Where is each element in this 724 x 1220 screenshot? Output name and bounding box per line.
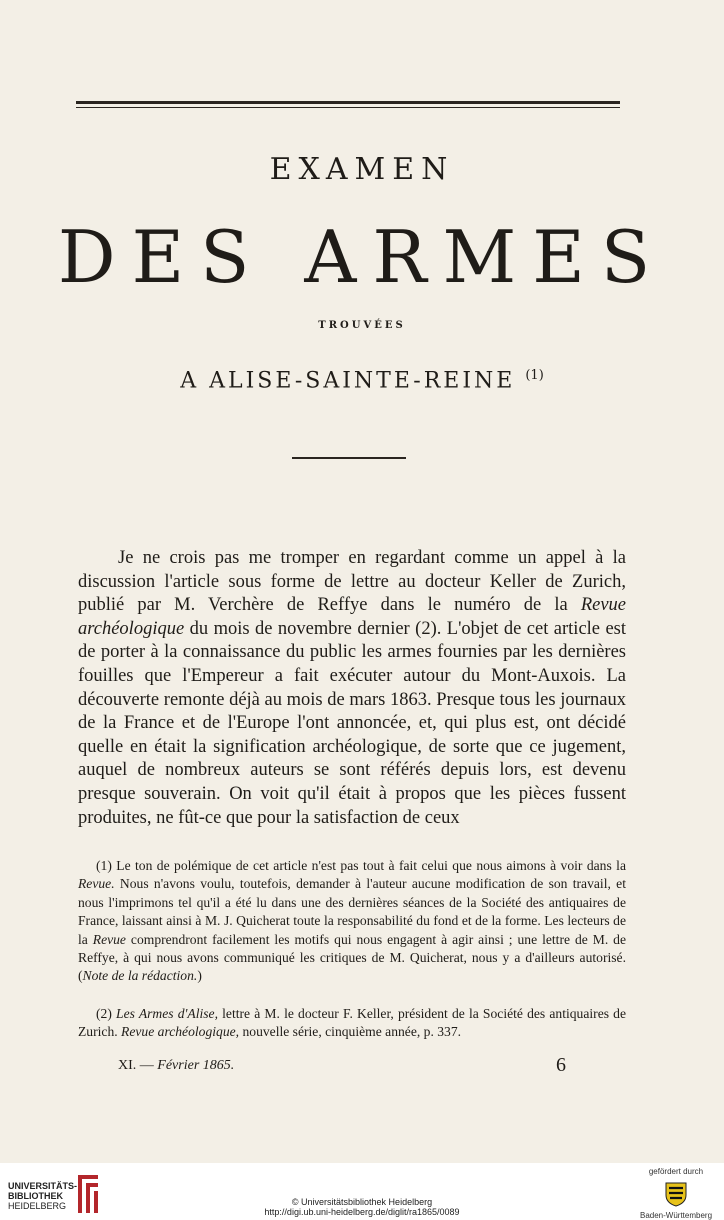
body-paragraph — [78, 547, 626, 830]
footnote-2 — [78, 1005, 626, 1042]
body-text-b: du mois de novembre dernier (2). L'objet de cet article est de porter à la connaissance du public les armes fournies par les dernières fouilles que l'Empereur a fait exécuter autour du Mont-Auxois. La découverte remonte déjà au mois de mars 1863. Presque tous les journaux de la France et de l'Europe l'ont annoncée, et, qui plus est, ont décidé quelle en était la signification archéologique, de sorte que ce jugement, auquel de nombreux auteurs se sont référés depuis lors, est devenu presque souverain. On voit qu'il était à propos que les pièces fussent produites, ne fût-ce que pour la satisfaction de ceux — [78, 618, 626, 828]
title-line-examen: EXAMEN — [269, 152, 455, 187]
fn2-part-a: (2) — [96, 1006, 117, 1021]
fn1-revue-1: Revue. — [78, 876, 115, 892]
title-alise-text: A ALISE-SAINTE-REINE — [180, 368, 516, 394]
fn2-part-c: nouvelle série, cinquième année, p. 337. — [239, 1024, 462, 1040]
fn2-revue: Revue archéologique, — [121, 1024, 240, 1040]
fn1-part-b: Nous n'avons voulu, toutefois, demander à l'auteur aucune modification de son travail, et nous l'imprimons tel qu'il a été lu dans une des dernières séances de la Société des antiquaires de France, laissant ainsi à M. J. Quicherat toute la responsabilité du fond et de la forme. Les lecteurs de la — [78, 876, 626, 947]
fn1-part-d: ) — [197, 968, 202, 984]
fn1-part-a: (1) Le ton de polémique de cet article n'est pas tout à fait celui que nous aimons à voir dans la — [96, 858, 626, 873]
title-line-alise — [0, 368, 724, 393]
fn1-note-redaction: Note de la rédaction. — [82, 968, 198, 984]
title-line-trouvees: TROUVÉES — [318, 320, 406, 331]
funder-block — [636, 1167, 716, 1220]
footnote-1 — [78, 857, 626, 986]
body-text-a: Je ne crois pas me tromper en regardant comme un appel à la discussion l'article sous forme de lettre au docteur Keller de Zurich, publié par M. Verchère de Reffye dans le numéro de la — [78, 548, 626, 616]
sheet-number: 6 — [556, 1054, 566, 1076]
baden-wuerttemberg-lion-icon — [664, 1181, 688, 1207]
copyright-block — [0, 1197, 724, 1217]
top-double-rule-thin — [76, 107, 620, 108]
library-name-line2: BIBLIOTHEK — [8, 1191, 63, 1201]
title-note-marker: (1) — [525, 368, 544, 383]
copyright-text: © Universitätsbibliothek Heidelberg — [291, 1197, 433, 1207]
funded-by-label: gefördert durch — [648, 1167, 704, 1176]
permalink-url[interactable]: http://digi.ub.uni-heidelberg.de/diglit/ra1865/0089 — [264, 1207, 460, 1217]
title-separator-rule — [292, 457, 406, 459]
fn2-part-b: lettre à M. le docteur F. Keller, président de la Société des antiquaires de Zurich. — [78, 1006, 627, 1040]
funder-name: Baden-Württemberg — [639, 1211, 713, 1220]
signature-date: Février 1865. — [157, 1058, 235, 1073]
signature-mark — [118, 1058, 234, 1074]
library-name-line1: UNIVERSITÄTS- — [8, 1181, 78, 1191]
fn1-revue-2: Revue — [92, 931, 126, 947]
top-double-rule — [76, 101, 620, 104]
library-name-line3: HEIDELBERG — [8, 1201, 67, 1211]
body-journal-title: Revue archéologique — [78, 595, 626, 639]
signature-volume: XI. — — [118, 1058, 154, 1073]
fn1-part-c: comprendront facilement les motifs qui nous engagent à agir ainsi ; une lettre de M. de Reffye, à qui nous avons communiqué les critiques de M. Quicherat, nous y a d'ailleurs autorisé. ( — [78, 931, 626, 984]
library-footer — [0, 1163, 724, 1220]
fn2-title: Les Armes d'Alise, — [116, 1006, 218, 1021]
title-line-des-armes: DES ARMES — [57, 215, 667, 299]
